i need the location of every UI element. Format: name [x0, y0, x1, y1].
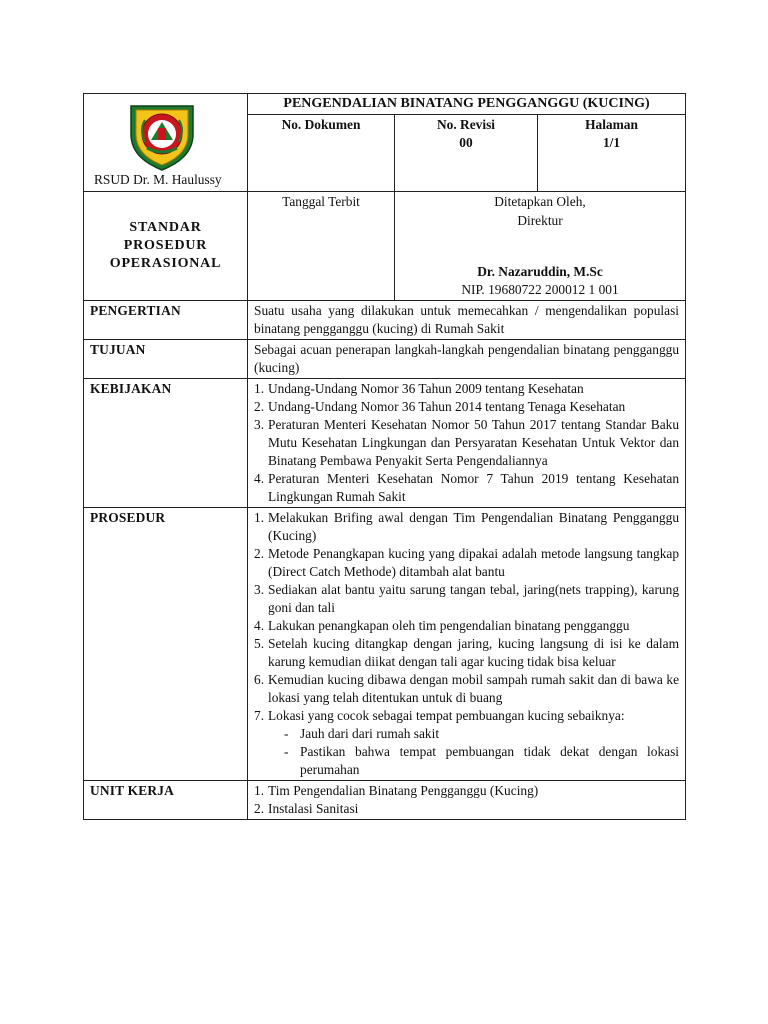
- list-item: 1. Tim Pengendalian Binatang Pengganggu (Kucing): [254, 783, 539, 798]
- tujuan-text: Sebagai acuan penerapan langkah-langkah pengendalian binatang pengganggu (kucing): [248, 340, 686, 379]
- signer-nip: NIP. 19680722 200012 1 001: [461, 282, 619, 297]
- prosedur-list: [254, 509, 679, 779]
- list-item: 5. Setelah kucing ditangkap dengan jaring, kucing langsung di isi ke dalam karung kemudian diikat dengan tali agar kucing tidak bisa keluar: [254, 636, 680, 669]
- list-item: 6. Kemudian kucing dibawa dengan mobil sampah rumah sakit dan di bawa ke lokasi yang telah ditentukan untuk di buang: [254, 672, 680, 705]
- tanggal-terbit-cell: [248, 192, 395, 301]
- unit-kerja-list: [254, 782, 679, 818]
- ditetapkan-cell: [395, 192, 686, 301]
- list-item: 1. Undang-Undang Nomor 36 Tahun 2009 tentang Kesehatan: [254, 381, 584, 396]
- prosedur-label: PROSEDUR: [84, 508, 248, 781]
- hospital-logo-emblem: [125, 100, 199, 172]
- list-item: 4. Peraturan Menteri Kesehatan Nomor 7 Tahun 2019 tentang Kesehatan Lingkungan Rumah Sakit: [254, 471, 680, 504]
- sop-title-cell: [84, 192, 248, 301]
- document-title: PENGENDALIAN BINATANG PENGGANGGU (KUCING): [248, 94, 686, 115]
- halaman-value: 1/1: [602, 135, 621, 150]
- jabatan-label: Direktur: [517, 213, 563, 228]
- pengertian-label: PENGERTIAN: [84, 301, 248, 340]
- list-item: 3. Sediakan alat bantu yaitu sarung tangan tebal, jaring(nets trapping), karung goni dan tali: [254, 582, 680, 615]
- logo-cell: [84, 94, 248, 192]
- no-revisi-value: 00: [459, 135, 473, 150]
- list-item: 1. Melakukan Brifing awal dengan Tim Pengendalian Binatang Pengganggu (Kucing): [254, 510, 680, 543]
- kebijakan-list: [254, 380, 679, 506]
- pengertian-text: Suatu usaha yang dilakukan untuk memecahkan / mengendalikan populasi binatang pengganggu (kucing) di Rumah Sakit: [248, 301, 686, 340]
- tanggal-terbit-label: Tanggal Terbit: [282, 194, 360, 209]
- no-revisi-label: No. Revisi: [436, 117, 496, 132]
- halaman-cell: [538, 115, 686, 192]
- sub-list-item: - Jauh dari dari rumah sakit: [282, 725, 679, 743]
- sop-line-1: STANDAR: [129, 220, 202, 235]
- prosedur-sublist: [268, 725, 679, 779]
- tujuan-label: TUJUAN: [84, 340, 248, 379]
- unit-kerja-content: [248, 781, 686, 820]
- sop-line-3: OPERASIONAL: [109, 256, 222, 271]
- no-dokumen-label: No. Dokumen: [281, 117, 361, 132]
- kebijakan-content: [248, 379, 686, 508]
- list-item: 2. Instalasi Sanitasi: [254, 801, 359, 816]
- halaman-label: Halaman: [585, 117, 638, 132]
- list-item: 7. Lokasi yang cocok sebagai tempat pembuangan kucing sebaiknya: - Jauh dari dari rumah sakit - Pastikan bahwa tempat pembuangan tidak dekat dengan lokasi perumahan: [254, 707, 679, 779]
- institution-name: RSUD Dr. M. Haulussy: [94, 172, 222, 187]
- sop-document-table: [83, 93, 686, 820]
- unit-kerja-label: UNIT KERJA: [84, 781, 248, 820]
- sub-list-item: - Pastikan bahwa tempat pembuangan tidak dekat dengan lokasi perumahan: [282, 743, 679, 779]
- no-revisi-cell: [395, 115, 538, 192]
- ditetapkan-label: Ditetapkan Oleh,: [494, 194, 586, 209]
- list-item: 2. Undang-Undang Nomor 36 Tahun 2014 tentang Tenaga Kesehatan: [254, 399, 626, 414]
- list-item: 4. Lakukan penangkapan oleh tim pengendalian binatang pengganggu: [254, 618, 630, 633]
- kebijakan-label: KEBIJAKAN: [84, 379, 248, 508]
- list-item: 2. Metode Penangkapan kucing yang dipakai adalah metode langsung tangkap (Direct Catch Methode) ditambah alat bantu: [254, 546, 680, 579]
- no-dokumen-cell: [248, 115, 395, 192]
- sop-line-2: PROSEDUR: [123, 238, 208, 253]
- prosedur-content: [248, 508, 686, 781]
- signer-name: Dr. Nazaruddin, M.Sc: [477, 264, 603, 279]
- list-item: 3. Peraturan Menteri Kesehatan Nomor 50 Tahun 2017 tentang Standar Baku Mutu Kesehatan Lingkungan dan Persyaratan Kesehatan Untuk Vektor dan Binatang Pembawa Penyakit Serta Pengendaliannya: [254, 417, 680, 468]
